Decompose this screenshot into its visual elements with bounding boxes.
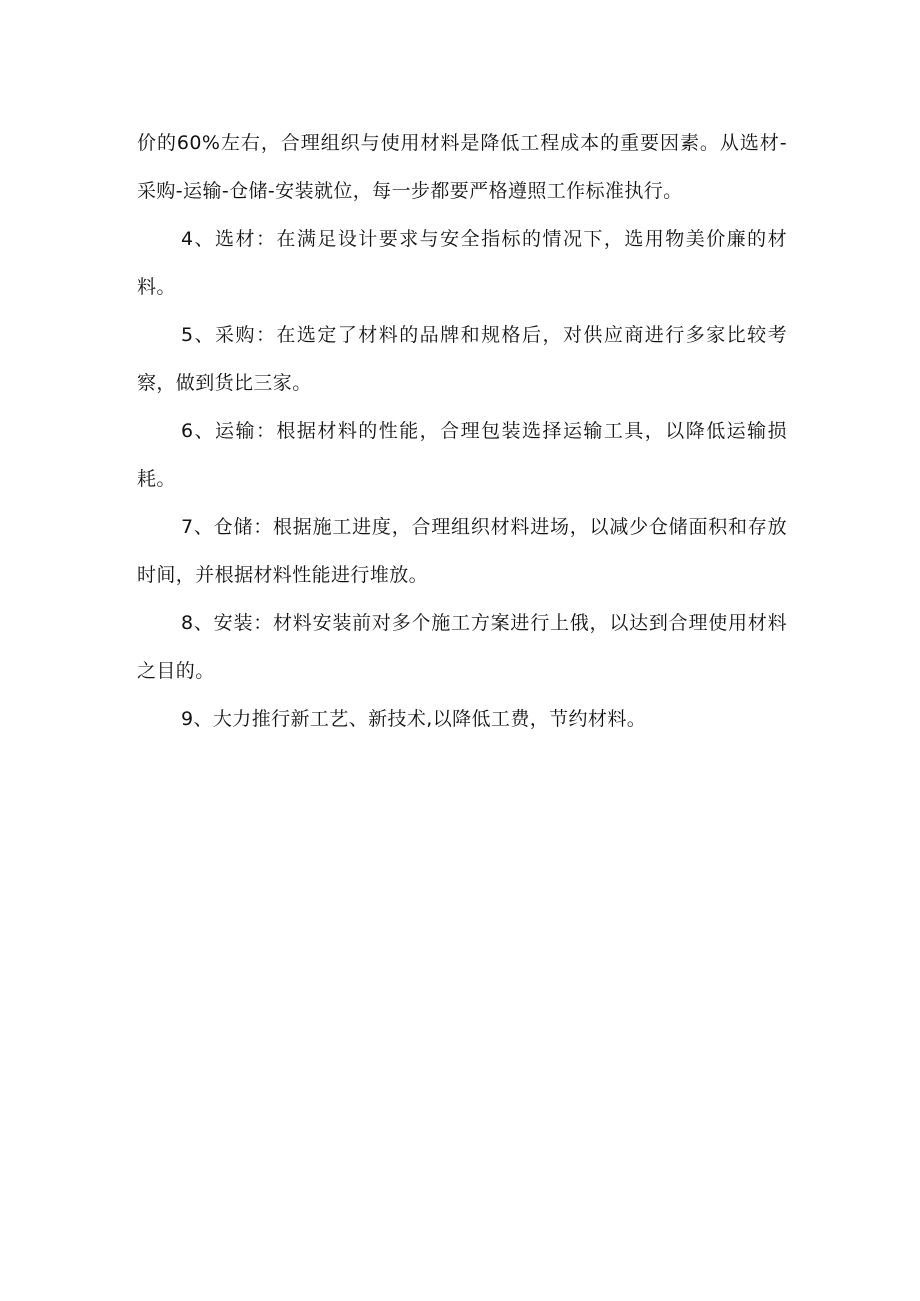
paragraph-continuation: 价的60%左右，合理组织与使用材料是降低工程成本的重要因素。从选材-采购-运输-仓储-安装就位，每一步都要严格遵照工作标准执行。 [137, 132, 787, 202]
paragraph-item-6-transport: 6、运输：根据材料的性能，合理包装选择运输工具，以降低运输损耗。 [137, 420, 787, 490]
document-body [137, 119, 787, 743]
paragraph-item-4-material-selection: 4、选材：在满足设计要求与安全指标的情况下，选用物美价廉的材料。 [137, 228, 787, 298]
paragraph-item-5-procurement: 5、采购：在选定了材料的品牌和规格后，对供应商进行多家比较考察，做到货比三家。 [137, 324, 787, 394]
paragraph-item-9-new-technology: 9、大力推行新工艺、新技术,以降低工费，节约材料。 [181, 708, 647, 730]
paragraph-item-7-storage: 7、仓储：根据施工进度，合理组织材料进场，以减少仓储面积和存放时间，并根据材料性能进行堆放。 [137, 516, 787, 586]
paragraph-item-8-installation: 8、安装：材料安装前对多个施工方案进行上俄，以达到合理使用材料之目的。 [137, 612, 787, 682]
